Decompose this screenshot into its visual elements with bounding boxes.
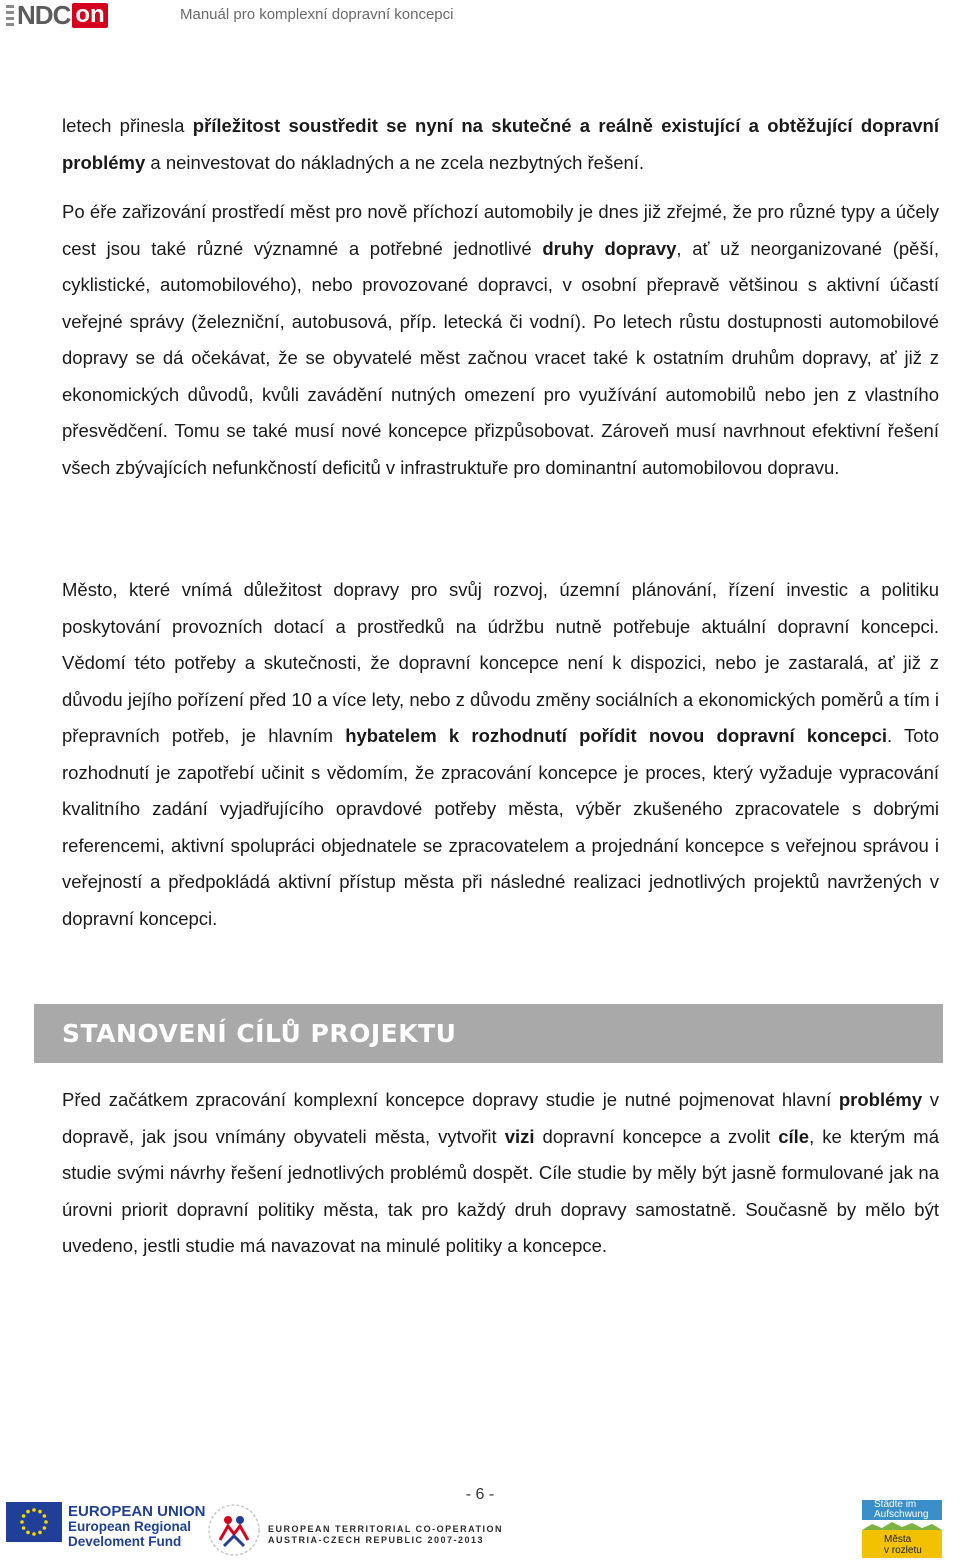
p4-text-3: dopravní koncepce a zvolit [534, 1125, 779, 1147]
p1-bold-1: příležitost soustředit se nyní na skutečné a reálně existující a obtěžující dopravní problémy [62, 115, 939, 173]
logo-c-text: C [52, 0, 72, 30]
eu-flag-icon [6, 1502, 62, 1542]
p1-text-1: letech přinesla [62, 115, 193, 136]
paragraph-2 [62, 194, 939, 486]
page-header [0, 0, 960, 30]
eu-line-1: EUROPEAN UNION [68, 1503, 206, 1520]
document-title: Manuál pro komplexní dopravní koncepci [180, 6, 454, 23]
p2-text-2: , ať už neorganizované (pěší, cyklistické, automobilového), nebo provozované dopravci, v osobní přepravě většinou s aktivní účastí veřejné správy (železniční, autobusová, příp. letecká či vodní). Po letech růstu dostupnosti automobilové dopravy se dá očekávat, že se obyvatelé měst začnou vracet také k ostatním druhům dopravy, ať již z ekonomických důvodů, kvůli zavádění nutných omezení pro využívání automobilů nebo jen z vlastního přesvědčení. Tomu se také musí nové koncepce přizpůsobovat. Zároveň musí navrhnout efektivní řešení všech zbývajících nefunkčností deficitů v infrastruktuře pro dominantní automobilovou dopravu. [62, 237, 939, 478]
section-banner [34, 1004, 943, 1063]
sv-line-2: Aufschwung [874, 1509, 929, 1520]
etc-line-1: EUROPEAN TERRITORIAL CO-OPERATION [268, 1524, 504, 1534]
logo-nd-text: ND [17, 0, 53, 30]
p3-text-2: . Toto rozhodnutí je zapotřebí učinit s vědomím, že zpracování koncepce je proces, který vyžaduje vypracování kvalitního zadání vyjadřujícího opravdové potřeby města, výběr zkušeného zpracovatele s dobrými referencemi, aktivní spolupráci objednatele se zpracovatelem a projednání koncepce s veřejnou správou i veřejností a předpokládá aktivní přístup města při následné realizaci jednotlivých projektů navržených v dopravní koncepci. [62, 725, 939, 929]
logo-on-text: on [72, 3, 107, 28]
p2-bold-1: druhy dopravy [542, 237, 677, 259]
page-footer [0, 1500, 960, 1562]
p4-text-2: v dopravě, jak jsou vnímány obyvateli města, vytvořit [62, 1089, 940, 1147]
p4-text-1: Před začátkem zpracování komplexní koncepce dopravy studie je nutné pojmenovat hlavní [62, 1089, 839, 1110]
sv-logo-skyline-icon [862, 1520, 942, 1530]
p4-bold-3: cíle [778, 1125, 810, 1147]
eu-fund-label [68, 1504, 206, 1549]
p4-bold-1: problémy [838, 1089, 923, 1110]
p3-text-1: Město, které vnímá důležitost dopravy pro svůj rozvoj, územní plánování, řízení investic a politiku poskytování provozních dotací a prostředků na údržbu nutně potřebuje aktuální dopravní koncepci. Vědomí této potřeby a skutečnosti, že dopravní koncepce není k dispozici, nebo je zastaralá, ať již z důvodu jejího pořízení před 10 a více lety, nebo z důvodu změny sociálních a ekonomických poměrů a tím i přepravních potřeb, je hlavním [62, 579, 939, 746]
etc-line-2: AUSTRIA-CZECH REPUBLIC 2007-2013 [268, 1535, 485, 1545]
etc-label [268, 1524, 503, 1546]
cooperation-logo-icon [198, 1500, 268, 1560]
mesta-v-rozletu-logo [862, 1500, 942, 1558]
sv-line-1: Städte im [874, 1499, 917, 1510]
p3-bold-1: hybatelem k rozhodnutí pořídit novou dopravní koncepci [345, 725, 888, 746]
logo-bars-icon [6, 5, 14, 26]
sv-logo-bottom [862, 1530, 942, 1558]
p2-text-1: Po éře zařizování prostředí měst pro nově příchozí automobily je dnes již zřejmé, že pro různé typy a účely cest jsou také různé významné a potřebné jednotlivé [62, 201, 939, 259]
eu-line-2: European Regional [68, 1519, 192, 1534]
sv-line-4: v rozletu [884, 1545, 922, 1556]
section-title: STANOVENÍ CÍLŮ PROJEKTU [62, 1019, 457, 1048]
page-number: - 6 - [465, 1486, 495, 1503]
ndcon-logo [6, 2, 108, 28]
p4-text-4: , ke kterým má studie svými návrhy řešení jednotlivých problémů dospět. Cíle studie by měly být jasně formulované jak na úrovni priorit dopravní politiky města, tak pro každý druh dopravy samostatně. Současně by mělo být uvedeno, jestli studie má navazovat na minulé politiky a koncepce. [62, 1125, 939, 1256]
eu-line-3: Develoment Fund [68, 1534, 182, 1549]
paragraph-3 [62, 572, 939, 937]
sv-logo-top [862, 1500, 942, 1520]
p1-text-2: a neinvestovat do nákladných a ne zcela nezbytných řešení. [145, 151, 645, 173]
paragraph-4 [62, 1082, 939, 1265]
paragraph-1 [62, 108, 939, 181]
p4-bold-2: vizi [504, 1125, 535, 1147]
sv-line-3: Města [884, 1534, 912, 1545]
